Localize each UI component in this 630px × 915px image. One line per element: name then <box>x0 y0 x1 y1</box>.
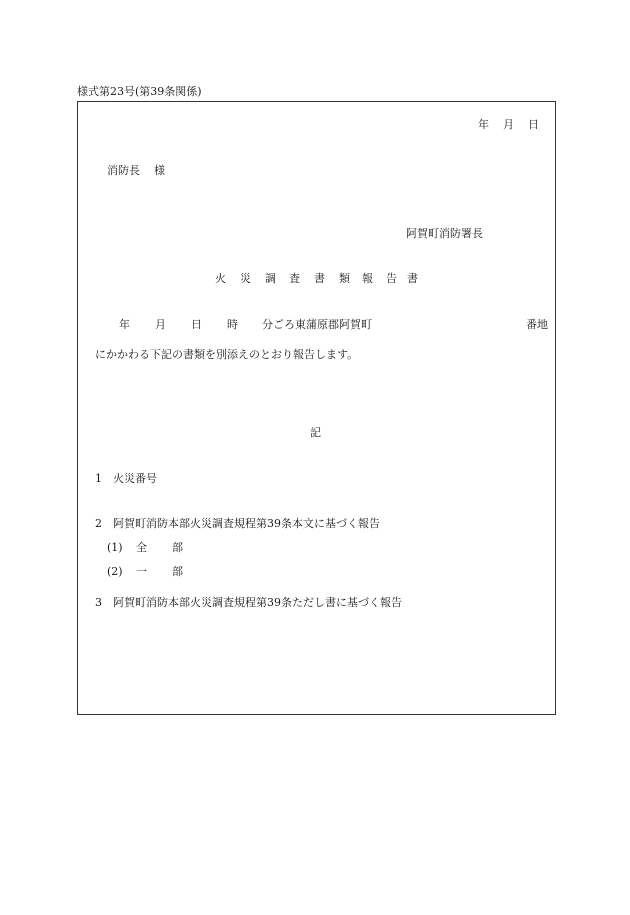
date-month-label: 月 <box>503 118 514 131</box>
title-char: 火 <box>215 272 226 285</box>
date-year-label: 年 <box>478 118 489 131</box>
report-form-frame <box>77 101 556 715</box>
body-text: にかかわる下記の書類を別添えのとおり報告します。 <box>95 348 359 361</box>
incident-month-label: 月 <box>155 318 166 331</box>
incident-hour-label: 時 <box>227 318 238 331</box>
item-text: 阿賀町消防本部火災調査規程第39条本文に基づく報告 <box>113 517 380 530</box>
title-char: 報 <box>362 272 373 285</box>
title-char: 類 <box>339 272 350 285</box>
subitem-char-b: 部 <box>172 541 183 554</box>
incident-lot-label: 番地 <box>526 318 548 331</box>
sender-name: 阿賀町消防署長 <box>406 227 483 240</box>
incident-place-label: 分ごろ東蒲原郡阿賀町 <box>262 318 372 331</box>
addressee-title: 消防長 <box>107 164 140 177</box>
title-char: 災 <box>240 272 251 285</box>
item-number: 3 <box>95 596 102 609</box>
title-char: 調 <box>265 272 276 285</box>
item-text: 阿賀町消防本部火災調査規程第39条ただし書に基づく報告 <box>113 596 402 609</box>
item-text: 火災番号 <box>113 472 157 485</box>
item-number: 2 <box>95 517 102 530</box>
title-char: 書 <box>314 272 325 285</box>
subitem-char-a: 一 <box>136 565 147 578</box>
title-char: 告 <box>386 272 397 285</box>
item-number: 1 <box>95 472 102 485</box>
subitem-char-b: 部 <box>172 565 183 578</box>
date-day-label: 日 <box>528 118 539 131</box>
ki-heading: 記 <box>310 426 321 439</box>
incident-day-label: 日 <box>191 318 202 331</box>
subitem-number: (2) <box>107 565 123 578</box>
addressee-honorific: 様 <box>154 164 165 177</box>
incident-year-label: 年 <box>119 318 130 331</box>
subitem-char-a: 全 <box>136 541 147 554</box>
subitem-number: (1) <box>107 541 123 554</box>
form-number: 様式第23号(第39条関係) <box>77 85 202 98</box>
title-char: 査 <box>289 272 300 285</box>
title-char: 書 <box>407 272 418 285</box>
